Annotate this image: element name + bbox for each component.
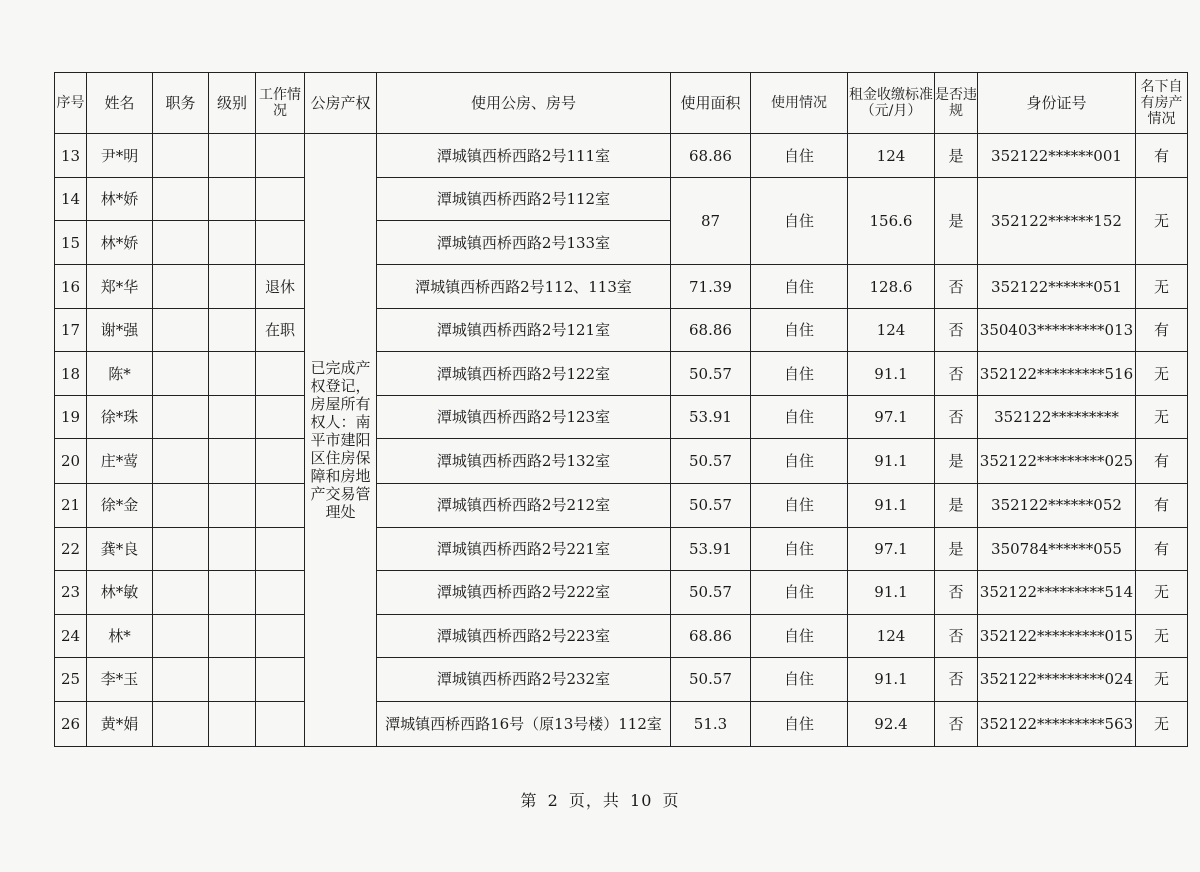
row-work xyxy=(256,483,305,527)
row-rank xyxy=(209,265,256,309)
row-id: 350784******055 xyxy=(978,527,1136,570)
row-id: 352122******152 xyxy=(978,178,1136,265)
row-own: 无 xyxy=(1136,614,1188,657)
row-usage: 自住 xyxy=(751,570,848,614)
row-no: 17 xyxy=(55,309,87,352)
row-rank xyxy=(209,352,256,396)
header-property-right: 公房产权 xyxy=(305,73,377,134)
row-usage: 自住 xyxy=(751,527,848,570)
row-no: 26 xyxy=(55,701,87,746)
row-violation: 否 xyxy=(935,265,978,309)
row-no: 24 xyxy=(55,614,87,657)
row-usage: 自住 xyxy=(751,309,848,352)
row-position xyxy=(153,570,209,614)
header-rank: 级别 xyxy=(209,73,256,134)
row-no: 20 xyxy=(55,439,87,483)
row-name: 李*玉 xyxy=(87,657,153,701)
row-rent: 124 xyxy=(848,309,935,352)
row-rank xyxy=(209,570,256,614)
row-violation: 是 xyxy=(935,134,978,178)
row-usage: 自住 xyxy=(751,657,848,701)
row-rank xyxy=(209,439,256,483)
row-name: 谢*强 xyxy=(87,309,153,352)
property-right-cell: 已完成产权登记，房屋所有权人：南平市建阳区住房保障和房地产交易管理处 xyxy=(305,134,377,747)
row-position xyxy=(153,614,209,657)
table-row xyxy=(55,178,1188,221)
row-position xyxy=(153,352,209,396)
row-rank xyxy=(209,614,256,657)
row-rent: 91.1 xyxy=(848,352,935,396)
row-work xyxy=(256,221,305,265)
row-own: 无 xyxy=(1136,352,1188,396)
row-house: 潭城镇西桥西路2号132室 xyxy=(377,439,671,483)
row-no: 14 xyxy=(55,178,87,221)
row-name: 徐*珠 xyxy=(87,396,153,439)
row-usage: 自住 xyxy=(751,483,848,527)
row-rank xyxy=(209,701,256,746)
table-row xyxy=(55,309,1188,352)
row-name: 黄*娟 xyxy=(87,701,153,746)
row-area: 50.57 xyxy=(671,657,751,701)
header-area: 使用面积 xyxy=(671,73,751,134)
header-rent-standard: 租金收缴标准（元/月） xyxy=(848,73,935,134)
page-mid: 页，共 xyxy=(568,791,620,810)
row-rent: 97.1 xyxy=(848,527,935,570)
row-position xyxy=(153,657,209,701)
row-name: 陈* xyxy=(87,352,153,396)
table-row xyxy=(55,352,1188,396)
row-no: 22 xyxy=(55,527,87,570)
row-house: 潭城镇西桥西路2号212室 xyxy=(377,483,671,527)
row-name: 龚*良 xyxy=(87,527,153,570)
row-area: 53.91 xyxy=(671,396,751,439)
row-no: 13 xyxy=(55,134,87,178)
row-id: 352122*********024 xyxy=(978,657,1136,701)
row-no: 15 xyxy=(55,221,87,265)
row-violation: 是 xyxy=(935,178,978,265)
row-violation: 是 xyxy=(935,439,978,483)
row-rank xyxy=(209,483,256,527)
header-work-status: 工作情况 xyxy=(256,73,305,134)
header-no: 序号 xyxy=(55,73,87,134)
header-own-property: 名下自有房产情况 xyxy=(1136,73,1188,134)
row-violation: 否 xyxy=(935,309,978,352)
table-row xyxy=(55,614,1188,657)
row-work xyxy=(256,614,305,657)
row-no: 21 xyxy=(55,483,87,527)
row-no: 25 xyxy=(55,657,87,701)
page-prefix: 第 xyxy=(520,791,538,810)
row-usage: 自住 xyxy=(751,701,848,746)
row-rent: 128.6 xyxy=(848,265,935,309)
header-house: 使用公房、房号 xyxy=(377,73,671,134)
row-work xyxy=(256,178,305,221)
header-id-number: 身份证号 xyxy=(978,73,1136,134)
row-position xyxy=(153,265,209,309)
row-id: 352122******001 xyxy=(978,134,1136,178)
table-row xyxy=(55,396,1188,439)
row-violation: 否 xyxy=(935,352,978,396)
row-no: 23 xyxy=(55,570,87,614)
row-area: 68.86 xyxy=(671,614,751,657)
row-rent: 156.6 xyxy=(848,178,935,265)
row-id: 352122*********514 xyxy=(978,570,1136,614)
row-house: 潭城镇西桥西路2号111室 xyxy=(377,134,671,178)
row-house: 潭城镇西桥西路16号（原13号楼）112室 xyxy=(377,701,671,746)
row-work xyxy=(256,657,305,701)
row-house: 潭城镇西桥西路2号223室 xyxy=(377,614,671,657)
row-area: 50.57 xyxy=(671,483,751,527)
row-violation: 否 xyxy=(935,701,978,746)
row-work xyxy=(256,570,305,614)
row-position xyxy=(153,701,209,746)
row-work xyxy=(256,701,305,746)
row-rank xyxy=(209,396,256,439)
row-house: 潭城镇西桥西路2号221室 xyxy=(377,527,671,570)
table-row xyxy=(55,483,1188,527)
row-rent: 97.1 xyxy=(848,396,935,439)
row-usage: 自住 xyxy=(751,134,848,178)
row-own: 有 xyxy=(1136,439,1188,483)
row-area: 50.57 xyxy=(671,352,751,396)
row-usage: 自住 xyxy=(751,265,848,309)
row-own: 无 xyxy=(1136,657,1188,701)
row-rent: 91.1 xyxy=(848,483,935,527)
row-rank xyxy=(209,134,256,178)
row-violation: 是 xyxy=(935,483,978,527)
row-work xyxy=(256,396,305,439)
row-own: 有 xyxy=(1136,134,1188,178)
row-name: 尹*明 xyxy=(87,134,153,178)
row-violation: 否 xyxy=(935,614,978,657)
row-name: 林*娇 xyxy=(87,221,153,265)
row-area: 50.57 xyxy=(671,439,751,483)
row-no: 18 xyxy=(55,352,87,396)
row-rank xyxy=(209,527,256,570)
row-rent: 91.1 xyxy=(848,439,935,483)
row-position xyxy=(153,221,209,265)
header-row xyxy=(55,73,1188,134)
row-rent: 91.1 xyxy=(848,570,935,614)
row-area: 53.91 xyxy=(671,527,751,570)
row-rank xyxy=(209,657,256,701)
row-usage: 自住 xyxy=(751,396,848,439)
row-own: 无 xyxy=(1136,178,1188,265)
row-name: 徐*金 xyxy=(87,483,153,527)
row-position xyxy=(153,396,209,439)
row-own: 无 xyxy=(1136,701,1188,746)
row-area: 71.39 xyxy=(671,265,751,309)
row-area: 51.3 xyxy=(671,701,751,746)
row-work: 退休 xyxy=(256,265,305,309)
row-own: 无 xyxy=(1136,265,1188,309)
row-own: 无 xyxy=(1136,396,1188,439)
header-position: 职务 xyxy=(153,73,209,134)
row-house: 潭城镇西桥西路2号112、113室 xyxy=(377,265,671,309)
housing-table xyxy=(54,72,1188,747)
row-violation: 否 xyxy=(935,657,978,701)
row-id: 352122******052 xyxy=(978,483,1136,527)
row-house: 潭城镇西桥西路2号123室 xyxy=(377,396,671,439)
header-violation: 是否违规 xyxy=(935,73,978,134)
row-id: 352122********* xyxy=(978,396,1136,439)
table-row xyxy=(55,134,1188,178)
row-usage: 自住 xyxy=(751,178,848,265)
table-row xyxy=(55,527,1188,570)
row-name: 林* xyxy=(87,614,153,657)
row-rank xyxy=(209,309,256,352)
row-name: 郑*华 xyxy=(87,265,153,309)
page-number: 2 xyxy=(547,791,559,810)
row-position xyxy=(153,483,209,527)
row-position xyxy=(153,178,209,221)
row-rent: 91.1 xyxy=(848,657,935,701)
row-usage: 自住 xyxy=(751,352,848,396)
header-name: 姓名 xyxy=(87,73,153,134)
row-position xyxy=(153,439,209,483)
page-footer xyxy=(0,788,1200,811)
row-area: 68.86 xyxy=(671,309,751,352)
row-work xyxy=(256,439,305,483)
row-work xyxy=(256,527,305,570)
table-row xyxy=(55,570,1188,614)
row-work xyxy=(256,352,305,396)
table-row xyxy=(55,657,1188,701)
row-usage: 自住 xyxy=(751,614,848,657)
row-house: 潭城镇西桥西路2号232室 xyxy=(377,657,671,701)
row-rent: 124 xyxy=(848,134,935,178)
row-house: 潭城镇西桥西路2号112室 xyxy=(377,178,671,221)
page-suffix: 页 xyxy=(662,791,680,810)
row-violation: 否 xyxy=(935,396,978,439)
row-violation: 是 xyxy=(935,527,978,570)
row-id: 352122*********563 xyxy=(978,701,1136,746)
row-position xyxy=(153,527,209,570)
row-house: 潭城镇西桥西路2号133室 xyxy=(377,221,671,265)
row-position xyxy=(153,309,209,352)
row-work xyxy=(256,134,305,178)
row-name: 林*娇 xyxy=(87,178,153,221)
row-area: 68.86 xyxy=(671,134,751,178)
row-own: 有 xyxy=(1136,309,1188,352)
row-own: 有 xyxy=(1136,483,1188,527)
header-usage: 使用情况 xyxy=(751,73,848,134)
row-own: 有 xyxy=(1136,527,1188,570)
row-work: 在职 xyxy=(256,309,305,352)
row-rent: 92.4 xyxy=(848,701,935,746)
row-rent: 124 xyxy=(848,614,935,657)
row-house: 潭城镇西桥西路2号222室 xyxy=(377,570,671,614)
row-name: 林*敏 xyxy=(87,570,153,614)
row-no: 19 xyxy=(55,396,87,439)
row-id: 352122*********516 xyxy=(978,352,1136,396)
table-row xyxy=(55,439,1188,483)
row-area: 50.57 xyxy=(671,570,751,614)
row-own: 无 xyxy=(1136,570,1188,614)
row-rank xyxy=(209,178,256,221)
row-id: 352122*********015 xyxy=(978,614,1136,657)
row-id: 350403*********013 xyxy=(978,309,1136,352)
page-total: 10 xyxy=(630,791,653,810)
row-usage: 自住 xyxy=(751,439,848,483)
row-name: 庄*莺 xyxy=(87,439,153,483)
row-no: 16 xyxy=(55,265,87,309)
row-rank xyxy=(209,221,256,265)
row-id: 352122*********025 xyxy=(978,439,1136,483)
row-area: 87 xyxy=(671,178,751,265)
row-house: 潭城镇西桥西路2号121室 xyxy=(377,309,671,352)
row-house: 潭城镇西桥西路2号122室 xyxy=(377,352,671,396)
row-id: 352122******051 xyxy=(978,265,1136,309)
row-position xyxy=(153,134,209,178)
table-row xyxy=(55,701,1188,746)
row-violation: 否 xyxy=(935,570,978,614)
table-row xyxy=(55,265,1188,309)
